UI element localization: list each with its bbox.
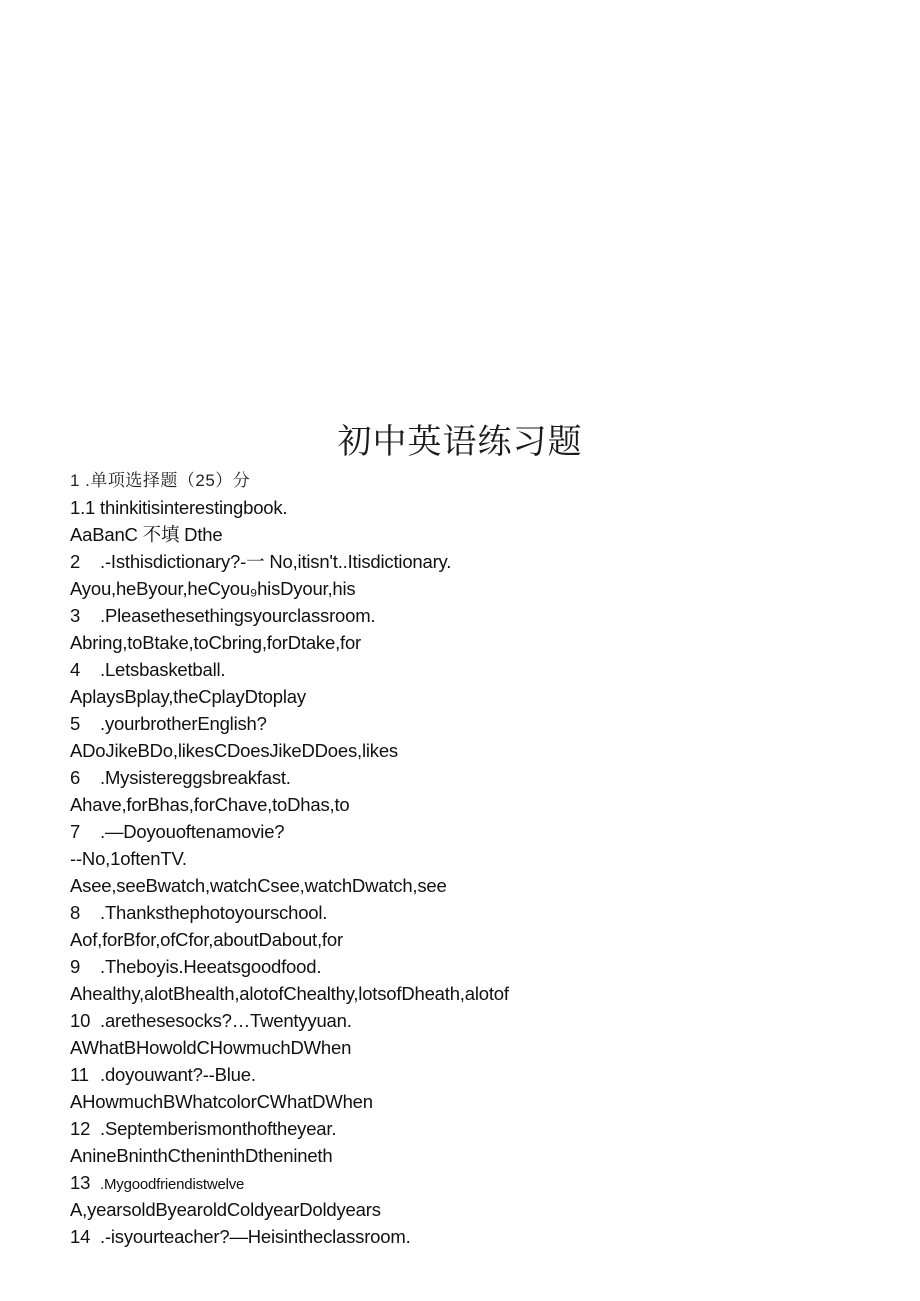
answer-options-line xyxy=(70,631,870,658)
answer-options-line xyxy=(70,1198,870,1225)
question-line xyxy=(70,766,870,793)
question-line xyxy=(70,820,870,847)
question-number: 12 xyxy=(70,1118,91,1139)
question-number: 6 xyxy=(70,767,81,788)
answer-options-line xyxy=(70,1036,870,1063)
question-line xyxy=(70,955,870,982)
question-number: 8 xyxy=(70,902,81,923)
question-number: 2 xyxy=(70,551,81,572)
line-text: Ayou,heByour,heCyou₉hisDyour,his xyxy=(70,578,356,599)
question-line xyxy=(70,550,870,577)
answer-options-line xyxy=(70,739,870,766)
answer-options-line xyxy=(70,1144,870,1171)
question-number: 13 xyxy=(70,1172,91,1193)
line-text: .doyouwant?--Blue. xyxy=(100,1064,256,1085)
question-number: 14 xyxy=(70,1226,91,1247)
question-list xyxy=(70,496,870,1252)
question-number: 3 xyxy=(70,605,81,626)
question-line xyxy=(70,658,870,685)
line-text: Abring,toBtake,toCbring,forDtake,for xyxy=(70,632,362,653)
question-line xyxy=(70,712,870,739)
line-text: .Mygoodfriendistwelve xyxy=(100,1176,245,1193)
answer-options-line xyxy=(70,793,870,820)
line-text: .—Doyouoftenamovie? xyxy=(100,821,285,842)
answer-options-line xyxy=(70,982,870,1009)
question-number: 7 xyxy=(70,821,81,842)
section-heading: 1 .单项选择题（25）分 xyxy=(70,471,251,490)
line-text: .Letsbasketball. xyxy=(100,659,226,680)
line-text: AaBanC 不填 Dthe xyxy=(70,524,223,545)
line-text: .-isyourteacher?—Heisintheclassroom. xyxy=(100,1226,411,1247)
line-text: Ahealthy,alotBhealth,alotofChealthy,lotsofDheath,alotof xyxy=(70,983,509,1004)
answer-options-line xyxy=(70,523,870,550)
answer-options-line xyxy=(70,874,870,901)
question-line xyxy=(70,1225,870,1252)
answer-options-line xyxy=(70,685,870,712)
line-text: .Thanksthephotoyourschool. xyxy=(100,902,328,923)
line-text: .Septemberismonthoftheyear. xyxy=(100,1118,337,1139)
question-number: 9 xyxy=(70,956,81,977)
line-text: .-Isthisdictionary?-一 No,itisn't..Itisdictionary. xyxy=(100,551,452,572)
line-text: A,yearsoldByearoldColdyearDoldyears xyxy=(70,1199,381,1220)
question-number: 5 xyxy=(70,713,81,734)
question-line-continued xyxy=(70,847,870,874)
question-line xyxy=(70,496,870,523)
answer-options-line xyxy=(70,1090,870,1117)
question-line xyxy=(70,901,870,928)
question-number: 10 xyxy=(70,1010,91,1031)
line-text: AWhatBHowoldCHowmuchDWhen xyxy=(70,1037,352,1058)
line-text: Ahave,forBhas,forChave,toDhas,to xyxy=(70,794,350,815)
line-text: .Mysistereggsbreakfast. xyxy=(100,767,291,788)
line-text: .arethesesocks?…Twentyyuan. xyxy=(100,1010,352,1031)
line-text: ADoJikeBDo,likesCDoesJikeDDoes,likes xyxy=(70,740,398,761)
line-text: .Theboyis.Heeatsgoodfood. xyxy=(100,956,322,977)
question-line xyxy=(70,1063,870,1090)
question-line xyxy=(70,1117,870,1144)
question-line xyxy=(70,1171,870,1198)
answer-options-line xyxy=(70,928,870,955)
question-line xyxy=(70,1009,870,1036)
line-text: AHowmuchBWhatcolorCWhatDWhen xyxy=(70,1091,373,1112)
line-text: AnineBninthCtheninthDthenineth xyxy=(70,1145,333,1166)
question-number: 4 xyxy=(70,659,81,680)
question-number: 11 xyxy=(70,1064,89,1085)
line-text: --No,1oftenTV. xyxy=(70,848,187,869)
line-text: Asee,seeBwatch,watchCsee,watchDwatch,see xyxy=(70,875,447,896)
answer-options-line xyxy=(70,577,870,604)
question-line xyxy=(70,604,870,631)
line-text: .Pleasethesethingsyourclassroom. xyxy=(100,605,376,626)
line-text: 1.1 thinkitisinterestingbook. xyxy=(70,497,288,518)
line-text: Aof,forBfor,ofCfor,aboutDabout,for xyxy=(70,929,343,950)
line-text: AplaysBplay,theCplayDtoplay xyxy=(70,686,306,707)
line-text: .yourbrotherEnglish? xyxy=(100,713,267,734)
page-title: 初中英语练习题 xyxy=(337,422,583,462)
